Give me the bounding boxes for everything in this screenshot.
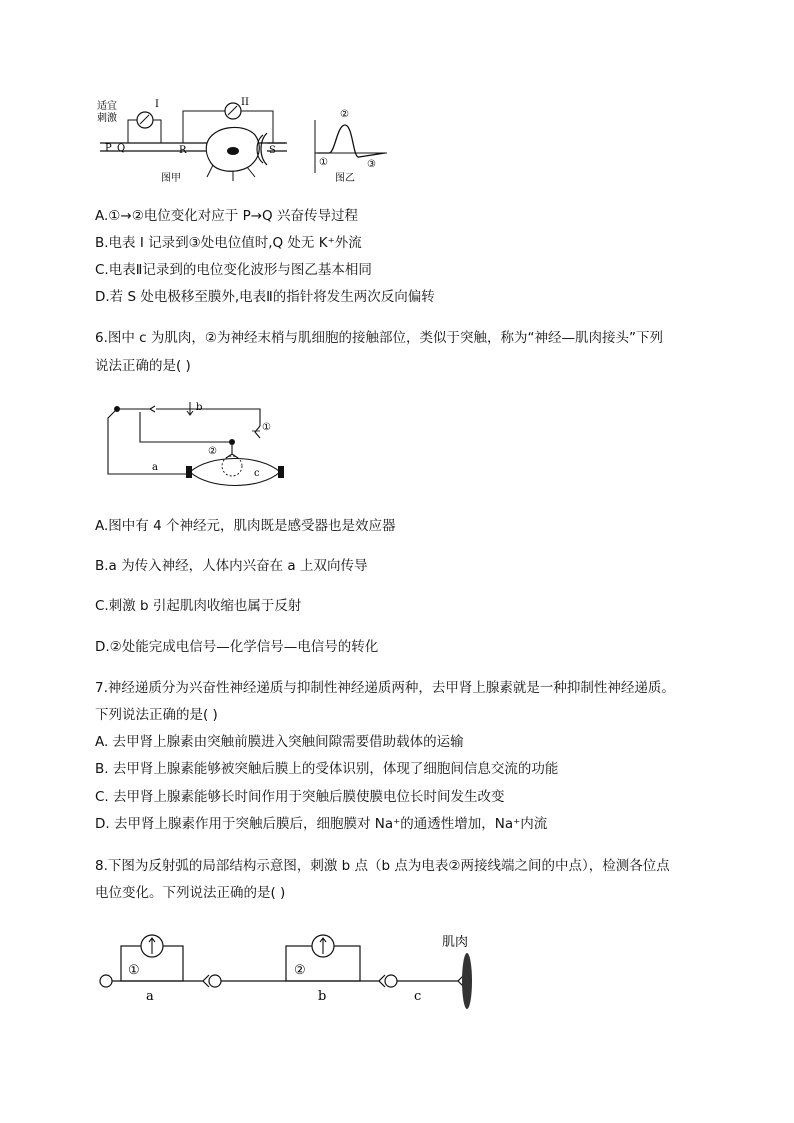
label-2: ② [208, 446, 217, 457]
stim-label-1: 适宜 [97, 101, 117, 112]
q7-option-d: D. 去甲肾上腺素作用于突触后膜后，细胞膜对 Na⁺的通透性增加，Na⁺内流 [95, 816, 548, 832]
q7-option-b: B. 去甲肾上腺素能够被突触后膜上的受体识别，体现了细胞间信息交流的功能 [95, 761, 559, 777]
meter-ii-icon [225, 103, 241, 119]
q6-stem-line1: 6.图中 c 为肌肉，②为神经末梢与肌细胞的接触部位，类似于突触，称为“神经—肌肉接头”下列 [95, 330, 663, 346]
q7-stem-line1: 7.神经递质分为兴奋性神经递质与抑制性神经递质两种，去甲肾上腺素就是一种抑制性神经递质。 [95, 680, 675, 696]
stim-label-2: 刺激 [97, 113, 117, 124]
q6-stem-line2: 说法正确的是( ) [95, 358, 191, 374]
q5-option-c: C.电表Ⅱ记录到的电位变化波形与图乙基本相同 [95, 262, 372, 278]
meter-i-label: I [155, 99, 159, 110]
figure-neuromuscular [100, 398, 290, 498]
point-s: S [269, 145, 276, 156]
q6-option-a: A.图中有 4 个神经元，肌肉既是感受器也是效应器 [95, 518, 396, 534]
curve-mark-1: ① [319, 157, 328, 168]
figure-reflex-arc [96, 928, 486, 1016]
label-1: ① [262, 422, 271, 433]
fig-jia-caption: 图甲 [161, 173, 181, 184]
label-c: c [414, 989, 422, 1004]
nucleus [227, 147, 239, 155]
meter-1-label: ① [128, 963, 140, 978]
q5-option-a: A.①→②电位变化对应于 P→Q 兴奋传导过程 [95, 208, 358, 224]
q5-option-b: B.电表 I 记录到③处电位值时,Q 处无 K⁺外流 [95, 235, 362, 251]
muscle-label: 肌肉 [442, 935, 469, 950]
q8-stem-line1: 8.下图为反射弧的局部结构示意图，刺激 b 点（b 点为电表②两接线端之间的中点），检测各位点 [95, 858, 670, 874]
fig-yi-caption: 图乙 [335, 173, 355, 184]
meter-i-icon [137, 112, 153, 128]
label-a: a [146, 989, 154, 1004]
curve-mark-2: ② [340, 109, 349, 120]
action-potential-curve [317, 125, 385, 157]
meter-2-label: ② [294, 963, 306, 978]
q6-option-d: D.②处能完成电信号—化学信号—电信号的转化 [95, 639, 379, 655]
meter-ii-label: II [241, 97, 249, 108]
q7-option-c: C. 去甲肾上腺素能够长时间作用于突触后膜使膜电位长时间发生改变 [95, 789, 505, 805]
point-r: R [179, 145, 187, 156]
q6-option-c: C.刺激 b 引起肌肉收缩也属于反射 [95, 598, 302, 614]
muscle-c [190, 459, 280, 486]
label-a: a [152, 462, 158, 473]
label-b: b [318, 989, 327, 1004]
label-b: b [196, 402, 203, 413]
curve-mark-3: ③ [367, 159, 376, 170]
figure-jia-yi [95, 95, 415, 187]
muscle-ellipse [462, 953, 472, 1009]
q8-stem-line2: 电位变化。下列说法正确的是( ) [95, 885, 286, 901]
q6-option-b: B.a 为传入神经，人体内兴奋在 a 上双向传导 [95, 558, 368, 574]
q5-option-d: D.若 S 处电极移至膜外,电表Ⅱ的指针将发生两次反向偏转 [95, 289, 435, 305]
point-p: P [105, 143, 112, 154]
q7-stem-line2: 下列说法正确的是( ) [95, 707, 218, 723]
q7-option-a: A. 去甲肾上腺素由突触前膜进入突触间隙需要借助载体的运输 [95, 734, 464, 750]
label-c: c [254, 468, 260, 479]
point-q: Q [117, 143, 126, 154]
